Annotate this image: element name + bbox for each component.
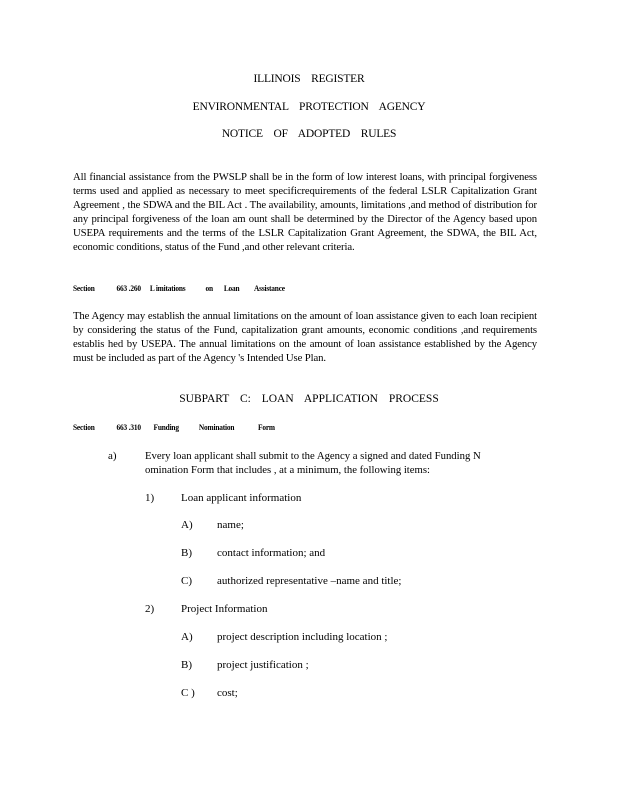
item-2c-text: cost;: [217, 687, 238, 699]
section-260-heading: [73, 284, 285, 293]
section-label: Section: [73, 423, 95, 432]
item-2b-text: project justification ;: [217, 659, 309, 671]
section-title-part: Form: [258, 423, 275, 432]
section-title-part: L imitations: [149, 284, 186, 293]
financial-assistance-paragraph: All financial assistance from the PWSLP shall be in the form of low interest loans, with principal forgiveness terms used and applied as necessary to meet specificrequirements of the federal LSLR Capitalization Grant Agreement , the SDWA and the BIL Act . The availability, amounts, limitations ,and method of distribution for any principal forgiveness of the loan am ount shall be determined by the Director of the Agency based upon USEPA requirements and the terms of the LSLR Capitalization Grant Agreement, the SDWA, the BIL Act, economic conditions, status of the Fund ,and other relevant criteria.: [73, 171, 537, 253]
item-1-marker: 1): [145, 492, 155, 504]
item-1b-text: contact information; and: [217, 547, 326, 559]
item-1b-marker: B): [181, 547, 192, 559]
item-2-text: Project Information: [181, 603, 268, 615]
item-a-marker: a): [108, 450, 117, 462]
item-a-text: Every loan applicant shall submit to the Agency a signed and dated Funding N omination Form that includes , at a minimum, the following items:: [145, 450, 481, 476]
item-1c-marker: C): [181, 575, 192, 587]
section-number: 663 .310: [116, 423, 141, 432]
item-1c-text: authorized representative –name and title;: [217, 575, 402, 587]
annual-limitations-paragraph: The Agency may establish the annual limitations on the amount of loan assistance given to each loan recipient by considering the status of the Fund, capitalization grant amounts, economic conditions ,and requirements establis hed by USEPA. The annual limitations on the amount of loan assistance established by the Agency must be included as part of the Agency 's Intended Use Plan.: [73, 310, 537, 364]
section-title-part: Loan: [223, 284, 240, 293]
item-2-marker: 2): [145, 603, 155, 615]
section-310-heading: [73, 423, 275, 432]
section-title-part: Assistance: [254, 284, 285, 293]
item-2c-marker: C ): [181, 687, 195, 699]
item-2a-text: project description including location ;: [217, 631, 388, 643]
section-title-part: Funding: [153, 423, 179, 432]
subpart-heading: SUBPART C: LOAN APPLICATION PROCESS: [179, 393, 439, 405]
item-1-text: Loan applicant information: [181, 492, 302, 504]
item-2a-marker: A): [181, 631, 193, 643]
item-1a-marker: A): [181, 519, 193, 531]
item-1a-text: name;: [217, 519, 244, 531]
agency-title: ENVIRONMENTAL PROTECTION AGENCY: [192, 101, 426, 113]
item-2b-marker: B): [181, 659, 192, 671]
section-title-part: on: [205, 284, 213, 293]
section-label: Section: [73, 284, 95, 293]
notice-title: NOTICE OF ADOPTED RULES: [221, 128, 397, 140]
section-title-part: Nomination: [198, 423, 235, 432]
register-title: ILLINOIS REGISTER: [253, 73, 365, 85]
section-number: 663 .260: [116, 284, 141, 293]
